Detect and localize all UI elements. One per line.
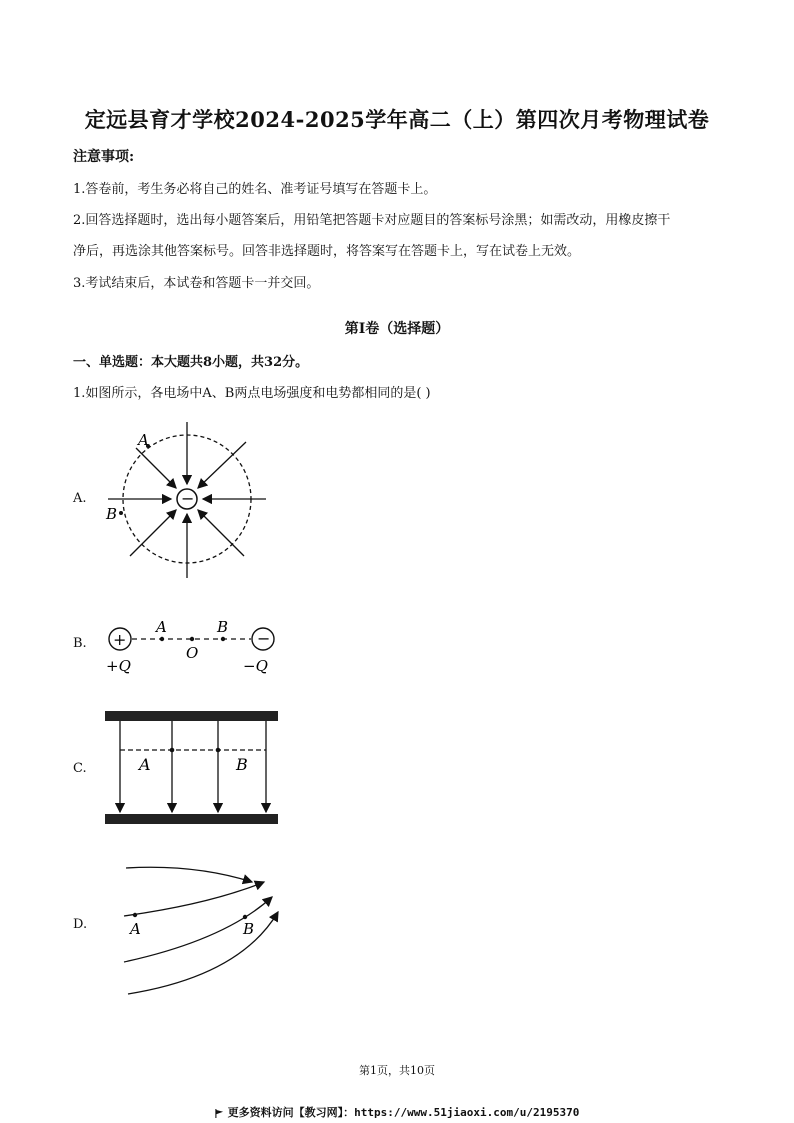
flag-icon — [215, 1109, 224, 1118]
minus-sign: − — [181, 489, 195, 508]
label-b: B — [243, 920, 255, 938]
notice-item-3: 3.考试结束后，本试卷和答题卡一并交回。 — [73, 276, 320, 291]
label-b: B — [217, 618, 229, 636]
figure-a-negative-charge-field — [100, 420, 280, 580]
section-title: 第I卷（选择题） — [344, 321, 450, 337]
part-heading: 一、单选题：本大题共8小题，共32分。 — [73, 355, 309, 370]
option-b-label: B. — [73, 636, 87, 651]
plus-sign: + — [113, 630, 127, 649]
label-b: B — [236, 755, 248, 774]
notice-item-1: 1.答卷前，考生务必将自己的姓名、准考证号填写在答题卡上。 — [73, 182, 437, 197]
page-footer: 第1页，共10页 — [359, 1064, 435, 1077]
label-a: A — [130, 920, 141, 938]
minus-sign-b: − — [257, 629, 271, 648]
label-a: A — [156, 618, 167, 636]
page-title: 定远县育才学校2024-2025学年高二（上）第四次月考物理试卷 — [84, 107, 710, 132]
label-minus-q: −Q — [243, 657, 268, 675]
figure-d-curved-field-lines — [100, 860, 290, 1005]
figure-c-parallel-plates — [100, 706, 285, 831]
label-plus-q: +Q — [106, 657, 131, 675]
label-a: A — [138, 431, 149, 449]
label-a: A — [139, 755, 151, 774]
question-1: 1.如图所示，各电场中A、B两点电场强度和电势都相同的是( ) — [73, 386, 431, 401]
option-d-label: D. — [73, 917, 88, 932]
notice-item-2: 2.回答选择题时，选出每小题答案后，用铅笔把答题卡对应题目的答案标号涂黑；如需改动，用橡皮擦干 — [73, 213, 671, 228]
ad-banner-text[interactable]: 更多资料访问【教习网】：https://www.51jiaoxi.com/u/2195370 — [227, 1106, 580, 1119]
ad-banner[interactable] — [0, 1104, 794, 1120]
option-c-label: C. — [73, 761, 87, 776]
notice-item-2-continued: 净后，再选涂其他答案标号。回答非选择题时，将答案写在答题卡上，写在试卷上无效。 — [73, 244, 581, 259]
label-o: O — [186, 644, 199, 662]
notice-heading: 注意事项: — [73, 149, 135, 165]
figure-b-charge-pair — [100, 615, 290, 680]
option-a-label: A. — [73, 491, 87, 506]
label-b: B — [106, 505, 118, 523]
